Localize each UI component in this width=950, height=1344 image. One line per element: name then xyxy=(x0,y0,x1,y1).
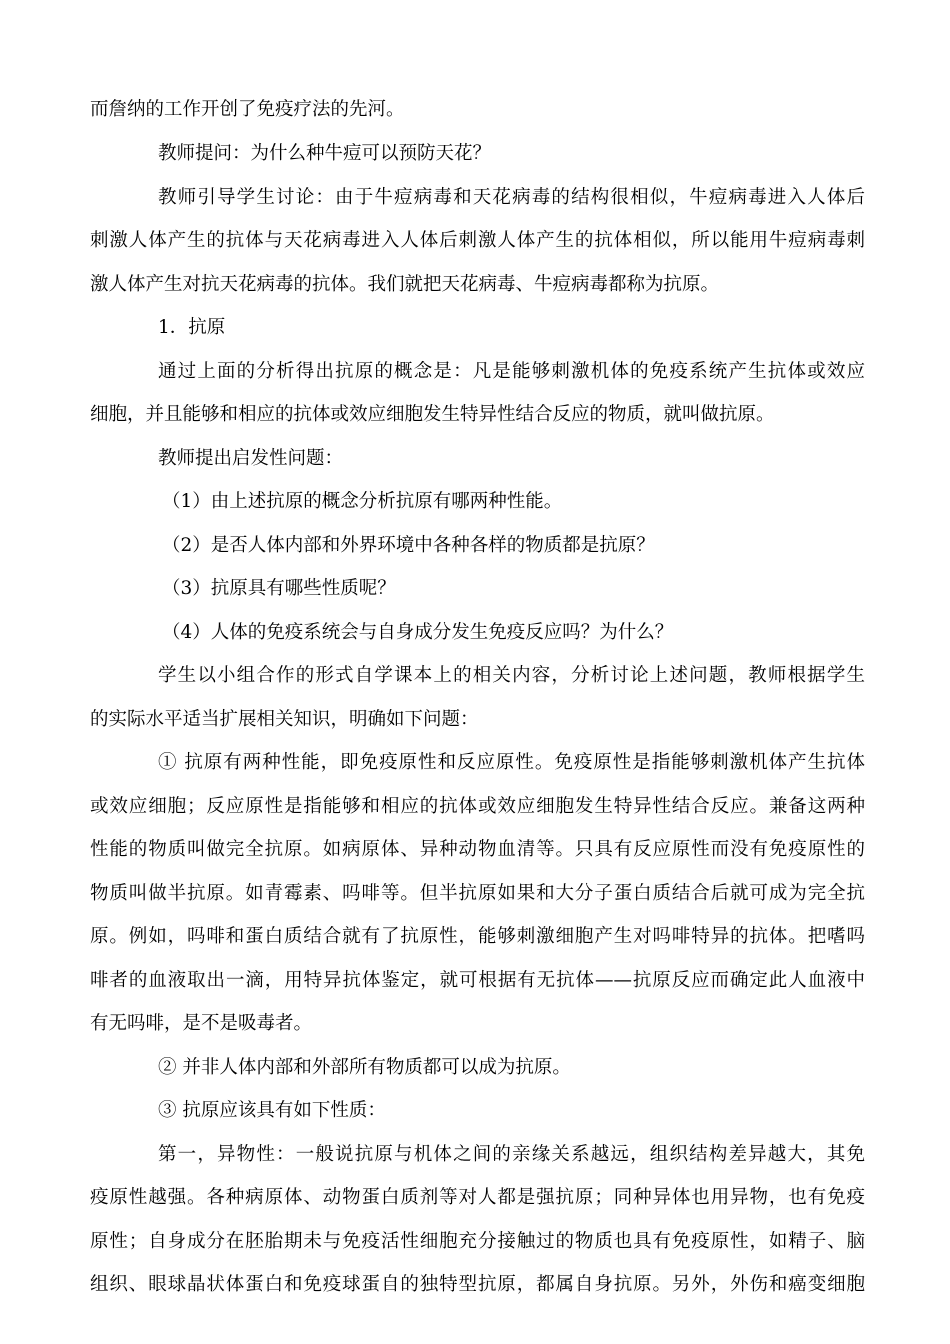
text-line-9: 教师提出启发性问题： xyxy=(158,448,344,469)
text-line-8: 细胞，并且能够和相应的抗体或效应细胞发生特异性结合反应的物质，就叫做抗原。 xyxy=(90,404,775,425)
text-line-15: 的实际水平适当扩展相关知识，明确如下问题： xyxy=(90,709,479,730)
point-3: ③ 抗原应该具有如下性质： xyxy=(158,1100,386,1121)
section-heading-antigen: 1．抗原 xyxy=(158,317,226,338)
text-line-7: 通过上面的分析得出抗原的概念是：凡是能够刺激机体的免疫系统产生抗体或效应 xyxy=(158,361,865,382)
property-1-line-2: 疫原性越强。各种病原体、动物蛋白质剂等对人都是强抗原；同种异体也用异物，也有免疫 xyxy=(90,1187,865,1208)
text-line-2: 教师提问：为什么种牛痘可以预防天花？ xyxy=(158,143,492,164)
point-1-line-2: 或效应细胞；反应原性是指能够和相应的抗体或效应细胞发生特异性结合反应。兼备这两种 xyxy=(90,796,865,817)
property-1-line-1: 第一，异物性：一般说抗原与机体之间的亲缘关系越远，组织结构差异越大，其免 xyxy=(158,1144,865,1165)
point-1-line-3: 性能的物质叫做完全抗原。如病原体、异种动物血清等。只具有反应原性而没有免疫原性的 xyxy=(90,839,865,860)
point-2: ② 并非人体内部和外部所有物质都可以成为抗原。 xyxy=(158,1057,571,1078)
text-line-1: 而詹纳的工作开创了免疫疗法的先河。 xyxy=(90,99,405,120)
point-1-line-6: 啡者的血液取出一滴，用特异抗体鉴定，就可根据有无抗体——抗原反应而确定此人血液中 xyxy=(90,970,865,991)
text-line-5: 激人体产生对抗天花病毒的抗体。我们就把天花病毒、牛痘病毒都称为抗原。 xyxy=(90,274,720,295)
text-line-14: 学生以小组合作的形式自学课本上的相关内容，分析讨论上述问题，教师根据学生 xyxy=(158,665,865,686)
point-1-line-7: 有无吗啡，是不是吸毒者。 xyxy=(90,1013,313,1034)
text-line-3: 教师引导学生讨论：由于牛痘病毒和天花病毒的结构很相似，牛痘病毒进入人体后 xyxy=(158,187,865,208)
point-1-line-4: 物质叫做半抗原。如青霉素、吗啡等。但半抗原如果和大分子蛋白质结合后就可成为完全抗 xyxy=(90,883,865,904)
point-1-line-5: 原。例如，吗啡和蛋白质结合就有了抗原性，能够刺激细胞产生对吗啡特异的抗体。把嗜吗 xyxy=(90,926,865,947)
property-1-line-3: 原性；自身成分在胚胎期未与免疫活性细胞充分接触过的物质也具有免疫原性，如精子、脑 xyxy=(90,1231,865,1252)
point-1-line-1: ① 抗原有两种性能，即免疫原性和反应原性。免疫原性是指能够刺激机体产生抗体 xyxy=(158,752,865,773)
question-4: （4）人体的免疫系统会与自身成分发生免疫反应吗？为什么？ xyxy=(162,622,674,643)
property-1-line-4: 组织、眼球晶状体蛋白和免疫球蛋自的独特型抗原，都属自身抗原。另外，外伤和癌变细胞 xyxy=(90,1274,865,1295)
text-line-4: 刺激人体产生的抗体与天花病毒进入人体后刺激人体产生的抗体相似，所以能用牛痘病毒刺 xyxy=(90,230,865,251)
question-3: （3）抗原具有哪些性质呢？ xyxy=(162,578,396,599)
question-1: （1）由上述抗原的概念分析抗原有哪两种性能。 xyxy=(162,491,563,512)
question-2: （2）是否人体内部和外界环境中各种各样的物质都是抗原？ xyxy=(162,535,655,556)
